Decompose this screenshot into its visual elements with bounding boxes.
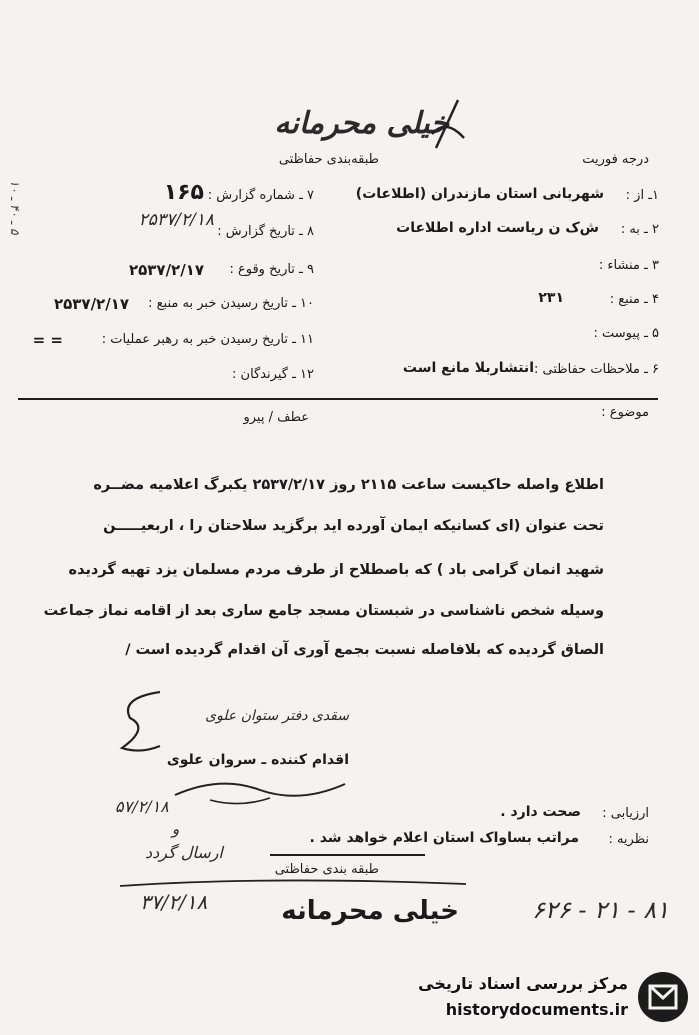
- opinion-value: مراتب بساواک استان اعلام خواهد شد .: [309, 830, 579, 846]
- field-security-label: ۶ ـ ملاحظات حفاظتی :: [534, 362, 659, 377]
- field-report-number-label: ۷ ـ شماره گزارش :: [207, 188, 314, 203]
- watermark-name: مرکز بررسی اسناد تاریخی: [418, 974, 628, 993]
- watermark: [418, 970, 688, 1026]
- initials-scribble: [170, 770, 350, 814]
- field-source-date-label: ۱۰ ـ تاریخ رسیدن خبر به منبع :: [148, 296, 314, 311]
- field-source-value: ۲۳۱: [538, 290, 564, 306]
- field-to-value: ش‌ک ن ریاست اداره اطلاعات: [396, 220, 599, 236]
- field-source-date-value: ۲۵۳۷/۲/۱۷: [53, 295, 129, 313]
- watermark-url: historydocuments.ir: [445, 1000, 628, 1019]
- field-recipients-label: ۱۲ ـ گیرندگان :: [232, 367, 314, 382]
- handwritten-date-1: ۵۷/۲/۱۸: [115, 797, 169, 816]
- classification-label-top: طبقه‌بندی حفاظتی: [278, 152, 379, 167]
- classification-top-slash: [428, 98, 468, 156]
- field-from-value: شهربانی استان مازندران (اطلاعات): [355, 186, 604, 202]
- handwritten-date-2: ۳۷/۲/۱۸: [140, 890, 208, 914]
- field-to-label: ۲ ـ به :: [620, 222, 659, 237]
- header-divider: [18, 398, 658, 400]
- field-source-label: ۴ ـ منبع :: [609, 292, 659, 307]
- assessment-label: ارزیابی :: [602, 806, 649, 821]
- body-line-1: اطلاع واصله حاکیست ساعت ۲۱۱۵ روز ۲۵۳۷/۲/۱۷ یکبرگ اعلامیه مضــره: [93, 477, 604, 493]
- body-line-3: شهید انمان گرامی باد ) که باصطلاح از طرف مردم مسلمان یزد تهیه گردیده: [68, 562, 604, 578]
- opinion-underline: [270, 854, 425, 856]
- handwritten-o: و: [172, 820, 180, 838]
- field-ops-date-value: = =: [32, 331, 63, 349]
- signature-handwritten: سقدی دفتر ستوان علوی: [205, 708, 349, 724]
- margin-note: ۵ ـ ۴۰ ـ ۱۰: [8, 180, 22, 235]
- field-report-date-value: ۲۵۳۷/۲/۱۸: [138, 210, 214, 230]
- body-line-2: تحت عنوان (ای کسانیکه ایمان آورده اید برگزید سلاحتان را ، اربعیـــــن: [103, 518, 604, 534]
- field-report-date-label: ۸ ـ تاریخ گزارش :: [217, 224, 314, 239]
- field-security-value: انتشاربلا مانع است: [402, 360, 534, 376]
- field-event-date-value: ۲۵۳۷/۲/۱۷: [128, 261, 204, 279]
- signature-typed: اقدام کننده ـ سروان علوی: [166, 752, 349, 768]
- classification-top: خیلی محرمانه: [274, 106, 449, 141]
- classification-bottom: خیلی محرمانه: [281, 896, 459, 926]
- urgency-label: درجه فوریت: [582, 152, 649, 167]
- assessment-value: صحت دارد .: [500, 804, 581, 820]
- field-from-label: ۱ـ از :: [625, 188, 659, 203]
- field-report-number-value: ۱۶۵: [163, 180, 204, 205]
- signature-scribble: [110, 688, 170, 762]
- field-ops-date-label: ۱۱ ـ تاریخ رسیدن خبر به رهبر عملیات :: [101, 332, 314, 347]
- field-attachment-label: ۵ ـ پیوست :: [593, 326, 659, 341]
- body-line-4: وسیله شخص ناشناسی در شبستان مسجد جامع ساری بعد از اقامه نماز جماعت: [43, 603, 604, 619]
- file-number: ۸۱ - ۲۱ - ۶۲۶: [532, 896, 669, 924]
- opinion-label: نظریه :: [608, 832, 649, 847]
- classification-label-bottom: طبقه بندی حفاظتی: [274, 862, 379, 877]
- field-origin-label: ۳ ـ منشاء :: [598, 258, 659, 273]
- body-line-5: الصاق گردیده که بلافاصله نسبت بجمع آوری آن اقدام گردیده است /: [125, 642, 604, 658]
- field-event-date-label: ۹ ـ تاریخ وقوع :: [229, 262, 314, 277]
- subject-label: موضوع :: [601, 405, 649, 420]
- subject-value: عطف / پیرو: [243, 410, 309, 425]
- handwritten-send: ارسال گردد: [145, 843, 223, 862]
- watermark-logo-icon: [638, 972, 688, 1022]
